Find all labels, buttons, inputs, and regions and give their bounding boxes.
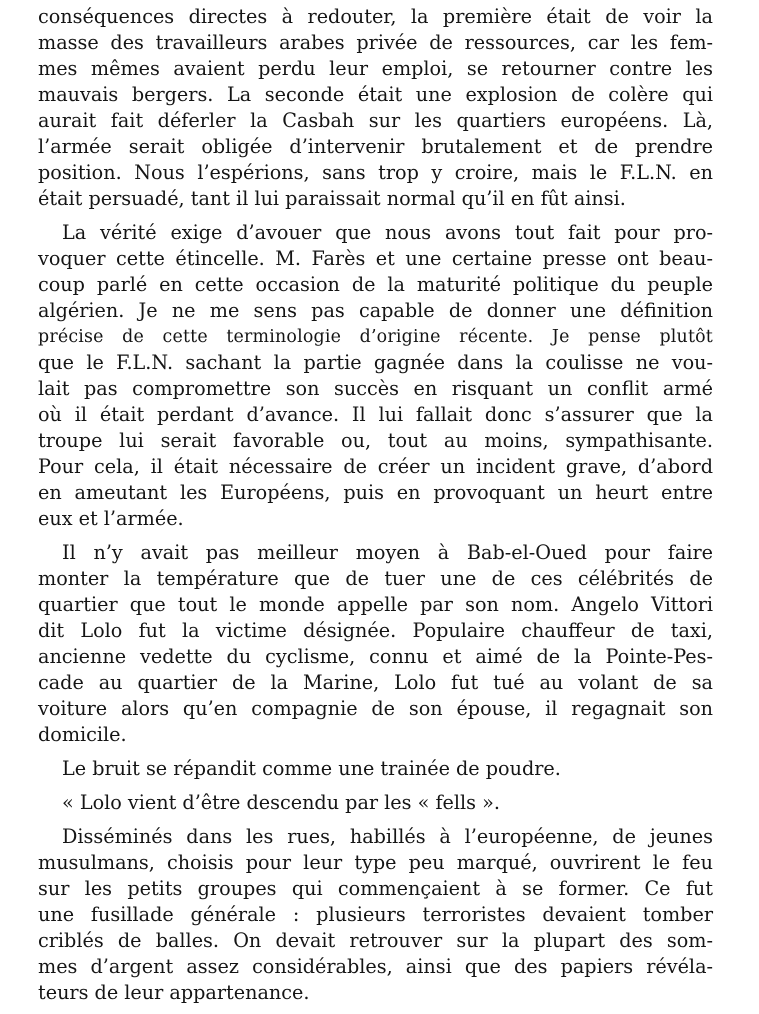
paragraph xyxy=(38,824,713,1006)
text-line: coup parlé en cette occasion de la maturité politique du peuple xyxy=(38,273,713,296)
text-line: mauvais bergers. La seconde était une explosion de colère qui xyxy=(38,83,713,106)
text-line: position. Nous l’espérions, sans trop y croire, mais le F.L.N. en xyxy=(38,161,713,184)
text-line: lait pas compromettre son succès en risquant un conflit armé xyxy=(38,377,713,400)
text-line: musulmans, choisis pour leur type peu marqué, ouvrirent le feu xyxy=(38,851,713,874)
paragraph xyxy=(38,790,713,816)
paragraph xyxy=(38,540,713,748)
text-line: était persuadé, tant il lui paraissait normal qu’il en fût ainsi. xyxy=(38,187,626,210)
text-line: voiture alors qu’en compagnie de son épouse, il regagnait son xyxy=(38,697,713,720)
paragraph xyxy=(38,220,713,532)
text-line: mes d’argent assez considérables, ainsi que des papiers révéla- xyxy=(38,955,713,978)
text-line: algérien. Je ne me sens pas capable de donner une définition xyxy=(38,299,713,322)
text-line: quartier que tout le monde appelle par son nom. Angelo Vittori xyxy=(38,593,713,616)
text-line: eux et l’armée. xyxy=(38,507,184,530)
text-line: ancienne vedette du cyclisme, connu et aimé de la Pointe-Pes- xyxy=(38,645,713,668)
paragraph xyxy=(38,756,713,782)
text-line: La vérité exige d’avouer que nous avons tout fait pour pro- xyxy=(62,221,713,244)
text-line: que le F.L.N. sachant la partie gagnée dans la coulisse ne vou- xyxy=(38,351,713,374)
text-line: conséquences directes à redouter, la première était de voir la xyxy=(38,5,713,28)
text-line: domicile. xyxy=(38,723,127,746)
text-line: dit Lolo fut la victime désignée. Populaire chauffeur de taxi, xyxy=(38,619,713,642)
text-line: Il n’y avait pas meilleur moyen à Bab-el-Oued pour faire xyxy=(62,541,713,564)
text-line: teurs de leur appartenance. xyxy=(38,981,310,1004)
text-line: Disséminés dans les rues, habillés à l’européenne, de jeunes xyxy=(62,825,713,848)
text-line: voquer cette étincelle. M. Farès et une certaine presse ont beau- xyxy=(38,247,713,270)
paragraph xyxy=(38,4,713,212)
text-line: criblés de balles. On devait retrouver sur la plupart des som- xyxy=(38,929,713,952)
text-line: mes mêmes avaient perdu leur emploi, se retourner contre les xyxy=(38,57,713,80)
text-line: masse des travailleurs arabes privée de ressources, car les fem- xyxy=(38,31,713,54)
text-line: Pour cela, il était nécessaire de créer un incident grave, d’abord xyxy=(38,455,713,478)
text-line: aurait fait déferler la Casbah sur les quartiers européens. Là, xyxy=(38,109,713,132)
text-line: en ameutant les Européens, puis en provoquant un heurt entre xyxy=(38,481,713,504)
text-line: sur les petits groupes qui commençaient à se former. Ce fut xyxy=(38,877,713,900)
text-line: une fusillade générale : plusieurs terroristes devaient tomber xyxy=(38,903,713,926)
text-line: monter la température que de tuer une de ces célébrités de xyxy=(38,567,713,590)
text-line: où il était perdant d’avance. Il lui fallait donc s’assurer que la xyxy=(38,403,713,426)
document-page xyxy=(38,4,713,1014)
text-line: Le bruit se répandit comme une trainée de poudre. xyxy=(62,757,561,780)
text-line: cade au quartier de la Marine, Lolo fut tué au volant de sa xyxy=(38,671,713,694)
text-line: précise de cette terminologie d’origine récente. Je pense plutôt xyxy=(38,327,713,347)
text-line: troupe lui serait favorable ou, tout au moins, sympathisante. xyxy=(38,429,713,452)
text-line: « Lolo vient d’être descendu par les « fells ». xyxy=(62,791,500,814)
text-line: l’armée serait obligée d’intervenir brutalement et de prendre xyxy=(38,135,713,158)
